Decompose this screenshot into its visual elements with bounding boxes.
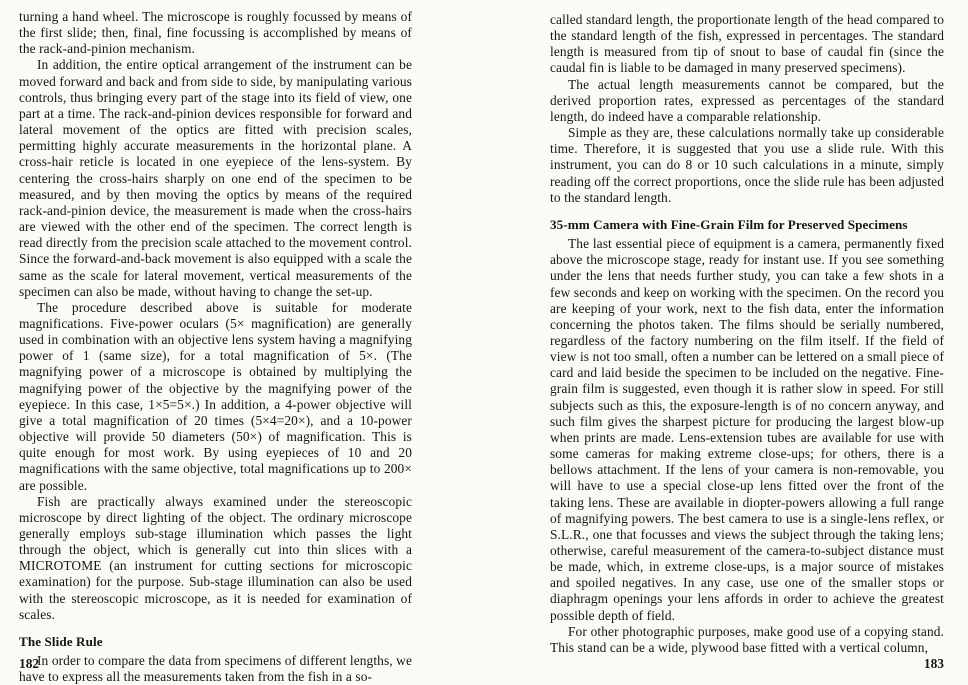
paragraph: The procedure described above is suitable for moderate magnifications. Five-power oculars (5× magnification) are generally used in combination with an objective lens system having a magnifying power of 1 (same size), for a total magnification of 5×. (The magnifying power of a microscope is obtained by multiplying the magnifying power of the objective by the magnifying power of the eyepiece. In this case, 1×5=5×.) In addition, a 4-power objective will give a total magnification of 20 times (5×4=20×), and a 10-power objective will provide 50 diameters (50×) of magnification. This is quite enough for most work. By using eyepieces of 10 and 20 magnifications with the same objective, total magnifications up to 200× are possible. (19, 299, 412, 493)
paragraph: Simple as they are, these calculations normally take up considerable time. Therefore, it is suggested that you use a slide rule. With this instrument, you can do 8 or 10 such calculations in a minute, simply reading off the correct proportions, once the slide rule has been adjusted to the standard length. (550, 125, 944, 205)
section-heading-slide-rule: The Slide Rule (19, 633, 103, 649)
paragraph: Fish are practically always examined under the stereoscopic microscope by direct lighting of the object. The ordinary microscope generally employs sub-stage illumination which passes the light through the object, which is generally cut into thin slices with a MICROTOME (an instrument for cutting sections for microscopic examination) for the purpose. Sub-stage illumination can also be used with the stereoscopic microscope, as it is needed for examination of scales. (19, 493, 412, 622)
paragraph-continued: turning a hand wheel. The microscope is roughly focussed by means of the first slide; then, final, fine focussing is accomplished by means of the rack-and-pinion mechanism. (19, 9, 412, 57)
page-number-left: 182 (19, 656, 40, 671)
page-left-text-column (19, 9, 412, 685)
paragraph: In addition, the entire optical arrangement of the instrument can be moved forward and back and from side to side, by manipulating various controls, thus bringing every part of the stage into its field of view, one part at a time. The rack-and-pinion devices responsible for forward and lateral movement of the optics are fitted with precision scales, permitting highly accurate measurements in the horizontal plane. A cross-hair reticle is located in one eyepiece of the lens-system. By centering the cross-hairs sharply on one end of the specimen to be measured, and by then moving the optics by means of the required rack-and-pinion device, the measurement is made when the cross-hairs are viewed with the other end of the specimen. The correct length is read directly from the precision scale attached to the movement control. Since the forward-and-back movement is also equipped with a scale the same as the scale for lateral movement, vertical measurements of the specimen can also be made, without having to change the set-up. (19, 57, 412, 299)
paragraph: The actual length measurements cannot be compared, but the derived proportion rates, expressed as percentages of the standard length, do indeed have a comparable relationship. (550, 76, 944, 124)
page-right (484, 0, 968, 685)
paragraph: For other photographic purposes, make good use of a copying stand. This stand can be a wide, plywood base fitted with a vertical column, (550, 623, 944, 655)
paragraph: The last essential piece of equipment is a camera, permanently fixed above the microscope stage, ready for instant use. If you see something under the lens that needs further study, you can take a few shots in a few seconds and keep on working with the specimen. On the record you are keeping of your work, next to the fish data, enter the information concerning the photos taken. The films should be serially numbered, regardless of the factory numbering on the film itself. If the field of view is not too small, often a number can be lettered on a small piece of card and laid beside the specimen to be included on the negative. Fine-grain film is suggested, even though it is rather slow in speed. For still subjects such as this, the exposure-length is of no concern anyway, and such film gives the sharpest picture for producing the largest blow-up when prints are made. Lens-extension tubes are available for use with some cameras for making extreme close-ups; for others, there is a bellows attachment. If the lens of your camera is non-removable, you will have to use a special close-up lens fitted over the front of the taking lens. These are available in diopter-powers allowing a full range of magnifying powers. The best camera to use is a single-lens reflex, or S.L.R., one that focusses and views the subject through the taking lens; otherwise, careful measurement of the camera-to-subject distance must be made, which, in extreme close-ups, is a major source of mistakes and spoiled negatives. In any case, use one of the smaller stops or diaphragm openings your lens affords in order to achieve the greatest possible depth of field. (550, 236, 944, 623)
page-right-text-column (550, 12, 944, 656)
paragraph-continued: called standard length, the proportionate length of the head compared to the standard length of the fish, expressed in percentages. The standard length is measured from tip of snout to base of caudal fin (since the caudal fin is liable to be damaged in many preserved specimens). (550, 12, 944, 76)
paragraph: In order to compare the data from specimens of different lengths, we have to express all the measurements taken from the fish in a so- (19, 653, 412, 685)
section-heading-35mm-camera: 35-mm Camera with Fine-Grain Film for Preserved Specimens (550, 216, 908, 232)
page-number-right: 183 (923, 656, 944, 671)
